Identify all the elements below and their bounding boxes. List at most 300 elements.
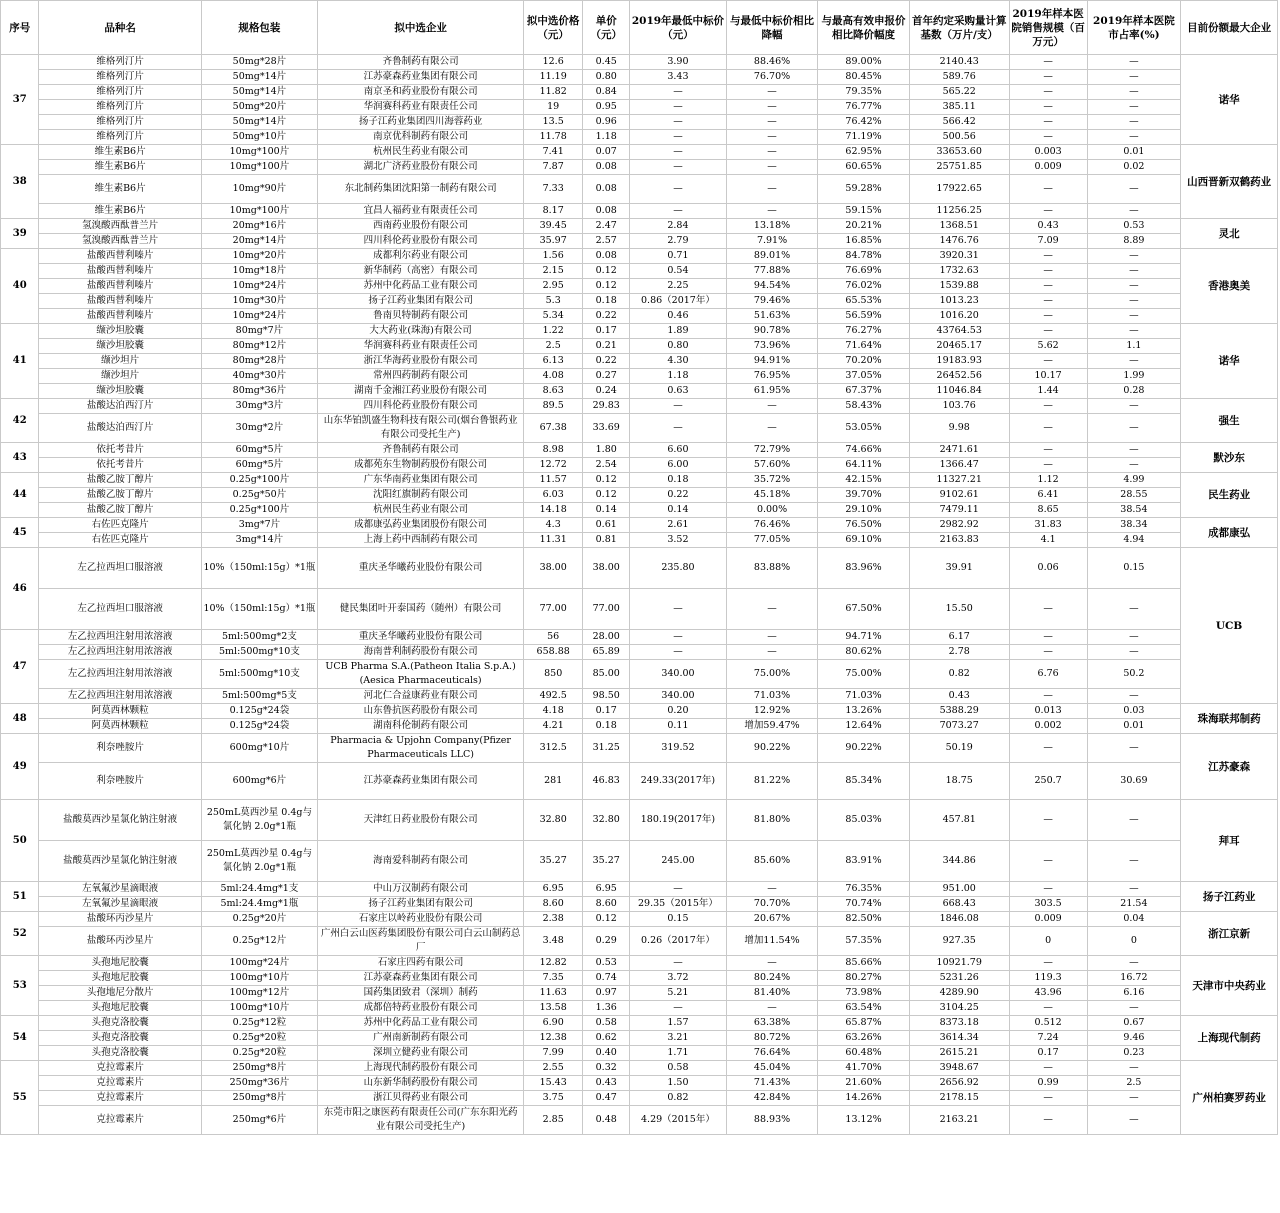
table-cell: — bbox=[630, 1001, 727, 1016]
table-row bbox=[1, 175, 1278, 204]
table-cell: 7479.11 bbox=[909, 503, 1009, 518]
table-cell: 17922.65 bbox=[909, 175, 1009, 204]
table-row bbox=[1, 354, 1278, 369]
table-row bbox=[1, 249, 1278, 264]
table-cell: 1.1 bbox=[1087, 339, 1181, 354]
table-cell: — bbox=[1087, 324, 1181, 339]
table-row bbox=[1, 294, 1278, 309]
table-cell: 四川科伦药业股份有限公司 bbox=[318, 234, 524, 249]
table-cell: 扬子江药业集团有限公司 bbox=[318, 897, 524, 912]
table-cell: 0.002 bbox=[1009, 719, 1087, 734]
table-cell: 80.62% bbox=[818, 645, 910, 660]
table-cell: 250.7 bbox=[1009, 763, 1087, 800]
table-cell: 9.98 bbox=[909, 414, 1009, 443]
table-cell: — bbox=[726, 414, 818, 443]
table-cell: 0.25g*20粒 bbox=[201, 1046, 317, 1061]
table-cell: — bbox=[1009, 309, 1087, 324]
table-cell: 45.04% bbox=[726, 1061, 818, 1076]
table-cell: 0.02 bbox=[1087, 160, 1181, 175]
table-cell: 385.11 bbox=[909, 100, 1009, 115]
leading-company: 天津市中央药业 bbox=[1181, 956, 1278, 1016]
table-cell: — bbox=[1009, 589, 1087, 630]
table-cell: — bbox=[1009, 115, 1087, 130]
table-cell: — bbox=[726, 204, 818, 219]
table-row bbox=[1, 518, 1278, 533]
table-cell: — bbox=[630, 130, 727, 145]
table-cell: 重庆圣华曦药业股份有限公司 bbox=[318, 630, 524, 645]
table-cell: 57.60% bbox=[726, 458, 818, 473]
table-cell: 3.90 bbox=[630, 55, 727, 70]
leading-company: 默沙东 bbox=[1181, 443, 1278, 473]
table-cell: — bbox=[726, 100, 818, 115]
table-cell: 492.5 bbox=[524, 689, 583, 704]
table-cell: 广州南新制药有限公司 bbox=[318, 1031, 524, 1046]
table-cell: 77.00 bbox=[583, 589, 630, 630]
table-cell: — bbox=[1009, 841, 1087, 882]
table-cell: — bbox=[1009, 882, 1087, 897]
table-cell: 39.45 bbox=[524, 219, 583, 234]
table-cell: — bbox=[1087, 443, 1181, 458]
table-cell: 0.82 bbox=[909, 660, 1009, 689]
table-cell: 8.60 bbox=[583, 897, 630, 912]
table-cell: 668.43 bbox=[909, 897, 1009, 912]
table-cell: 76.70% bbox=[726, 70, 818, 85]
table-cell: 0.86（2017年） bbox=[630, 294, 727, 309]
table-cell: 7.41 bbox=[524, 145, 583, 160]
table-cell: 天津红日药业股份有限公司 bbox=[318, 800, 524, 841]
table-cell: 维格列汀片 bbox=[39, 55, 201, 70]
table-cell: 8.89 bbox=[1087, 234, 1181, 249]
table-cell: 4.08 bbox=[524, 369, 583, 384]
table-cell: 新华制药（高密）有限公司 bbox=[318, 264, 524, 279]
leading-company: 扬子江药业 bbox=[1181, 882, 1278, 912]
table-cell: 扬子江药业集团四川海蓉药业 bbox=[318, 115, 524, 130]
table-cell: — bbox=[1009, 689, 1087, 704]
table-cell: — bbox=[1087, 175, 1181, 204]
table-row bbox=[1, 324, 1278, 339]
table-cell: 41.70% bbox=[818, 1061, 910, 1076]
table-cell: 5.62 bbox=[1009, 339, 1087, 354]
table-cell: 13.12% bbox=[818, 1106, 910, 1135]
table-row bbox=[1, 384, 1278, 399]
table-cell: 64.11% bbox=[818, 458, 910, 473]
leading-company: 浙江京新 bbox=[1181, 912, 1278, 956]
table-cell: 81.80% bbox=[726, 800, 818, 841]
table-cell: — bbox=[1087, 264, 1181, 279]
table-cell: 成都利尔药业有限公司 bbox=[318, 249, 524, 264]
table-cell: 2140.43 bbox=[909, 55, 1009, 70]
table-cell: 0.08 bbox=[583, 175, 630, 204]
table-cell: 13.26% bbox=[818, 704, 910, 719]
table-cell: — bbox=[1009, 100, 1087, 115]
table-cell: 29.35（2015年） bbox=[630, 897, 727, 912]
header-cell: 拟中选企业 bbox=[318, 1, 524, 55]
table-cell: 苏州中化药品工业有限公司 bbox=[318, 279, 524, 294]
table-cell: 0.125g*24袋 bbox=[201, 719, 317, 734]
table-cell: 344.86 bbox=[909, 841, 1009, 882]
table-cell: 盐酸达泊西汀片 bbox=[39, 414, 201, 443]
group-number: 41 bbox=[1, 324, 39, 399]
header-cell: 单价（元） bbox=[583, 1, 630, 55]
table-cell: 头孢克洛胶囊 bbox=[39, 1031, 201, 1046]
table-cell: — bbox=[1009, 414, 1087, 443]
table-row bbox=[1, 533, 1278, 548]
table-row bbox=[1, 630, 1278, 645]
table-cell: 3.21 bbox=[630, 1031, 727, 1046]
table-cell: 0.67 bbox=[1087, 1016, 1181, 1031]
table-cell: 15.43 bbox=[524, 1076, 583, 1091]
table-cell: 180.19(2017年) bbox=[630, 800, 727, 841]
table-cell: 5.34 bbox=[524, 309, 583, 324]
table-cell: 克拉霉素片 bbox=[39, 1061, 201, 1076]
table-cell: 51.63% bbox=[726, 309, 818, 324]
table-cell: — bbox=[1087, 1061, 1181, 1076]
leading-company: 拜耳 bbox=[1181, 800, 1278, 882]
table-cell: 35.27 bbox=[583, 841, 630, 882]
table-cell: 左乙拉西坦注射用浓溶液 bbox=[39, 630, 201, 645]
table-cell: — bbox=[630, 145, 727, 160]
table-cell: 59.15% bbox=[818, 204, 910, 219]
table-cell: 12.72 bbox=[524, 458, 583, 473]
table-cell: 59.28% bbox=[818, 175, 910, 204]
table-cell: 10mg*18片 bbox=[201, 264, 317, 279]
table-cell: 左乙拉西坦注射用浓溶液 bbox=[39, 645, 201, 660]
table-cell: 盐酸乙胺丁醇片 bbox=[39, 503, 201, 518]
table-cell: 26452.56 bbox=[909, 369, 1009, 384]
table-row bbox=[1, 100, 1278, 115]
leading-company: 成都康弘 bbox=[1181, 518, 1278, 548]
table-row bbox=[1, 645, 1278, 660]
table-row bbox=[1, 130, 1278, 145]
table-cell: 340.00 bbox=[630, 660, 727, 689]
table-cell: 1013.23 bbox=[909, 294, 1009, 309]
table-cell: 35.72% bbox=[726, 473, 818, 488]
table-row bbox=[1, 160, 1278, 175]
group-number: 43 bbox=[1, 443, 39, 473]
table-cell: 4.18 bbox=[524, 704, 583, 719]
table-cell: 0.013 bbox=[1009, 704, 1087, 719]
table-cell: 0.80 bbox=[583, 70, 630, 85]
table-row bbox=[1, 473, 1278, 488]
table-cell: 70.74% bbox=[818, 897, 910, 912]
table-cell: 80mg*12片 bbox=[201, 339, 317, 354]
table-cell: 90.22% bbox=[818, 734, 910, 763]
table-cell: 63.26% bbox=[818, 1031, 910, 1046]
table-cell: 0.82 bbox=[630, 1091, 727, 1106]
table-cell: 61.95% bbox=[726, 384, 818, 399]
table-cell: 71.03% bbox=[726, 689, 818, 704]
table-cell: 0.009 bbox=[1009, 160, 1087, 175]
table-cell: 成都苑东生物制药股份有限公司 bbox=[318, 458, 524, 473]
table-cell: 增加59.47% bbox=[726, 719, 818, 734]
table-cell: 20mg*14片 bbox=[201, 234, 317, 249]
table-cell: 35.27 bbox=[524, 841, 583, 882]
table-cell: 12.38 bbox=[524, 1031, 583, 1046]
table-cell: 右佐匹克隆片 bbox=[39, 518, 201, 533]
table-cell: 119.3 bbox=[1009, 971, 1087, 986]
table-cell: 东北制药集团沈阳第一制药有限公司 bbox=[318, 175, 524, 204]
table-cell: 30mg*3片 bbox=[201, 399, 317, 414]
table-cell: 9102.61 bbox=[909, 488, 1009, 503]
table-cell: 77.05% bbox=[726, 533, 818, 548]
table-cell: 维格列汀片 bbox=[39, 85, 201, 100]
table-cell: 深圳立健药业有限公司 bbox=[318, 1046, 524, 1061]
table-cell: — bbox=[1009, 70, 1087, 85]
table-cell: 0.58 bbox=[583, 1016, 630, 1031]
table-cell: 5ml:500mg*10支 bbox=[201, 660, 317, 689]
table-cell: 250mg*6片 bbox=[201, 1106, 317, 1135]
table-cell: 88.93% bbox=[726, 1106, 818, 1135]
table-cell: 0 bbox=[1087, 927, 1181, 956]
table-cell: — bbox=[1087, 630, 1181, 645]
table-cell: 江苏豪森药业集团有限公司 bbox=[318, 70, 524, 85]
table-cell: — bbox=[630, 115, 727, 130]
table-cell: 50.2 bbox=[1087, 660, 1181, 689]
table-cell: 0.07 bbox=[583, 145, 630, 160]
leading-company: 诺华 bbox=[1181, 324, 1278, 399]
table-cell: 依托考昔片 bbox=[39, 443, 201, 458]
table-row bbox=[1, 548, 1278, 589]
table-cell: 左乙拉西坦口服溶液 bbox=[39, 548, 201, 589]
table-cell: 7.33 bbox=[524, 175, 583, 204]
table-cell: 76.77% bbox=[818, 100, 910, 115]
table-cell: 2.25 bbox=[630, 279, 727, 294]
table-cell: 75.00% bbox=[818, 660, 910, 689]
table-cell: 3.52 bbox=[630, 533, 727, 548]
table-cell: 62.95% bbox=[818, 145, 910, 160]
table-cell: 71.03% bbox=[818, 689, 910, 704]
table-cell: — bbox=[1009, 458, 1087, 473]
table-cell: 100mg*10片 bbox=[201, 1001, 317, 1016]
table-cell: 2.5 bbox=[1087, 1076, 1181, 1091]
table-cell: 31.25 bbox=[583, 734, 630, 763]
table-cell: 头孢地尼胶囊 bbox=[39, 1001, 201, 1016]
table-row bbox=[1, 443, 1278, 458]
table-cell: 76.35% bbox=[818, 882, 910, 897]
table-cell: 0.46 bbox=[630, 309, 727, 324]
table-cell: 0.25g*20粒 bbox=[201, 1031, 317, 1046]
table-cell: 头孢克洛胶囊 bbox=[39, 1016, 201, 1031]
table-cell: 5ml:24.4mg*1支 bbox=[201, 882, 317, 897]
table-cell: 左乙拉西坦注射用浓溶液 bbox=[39, 660, 201, 689]
table-cell: 0.24 bbox=[583, 384, 630, 399]
table-cell: 1846.08 bbox=[909, 912, 1009, 927]
table-cell: 中山万汉制药有限公司 bbox=[318, 882, 524, 897]
table-row bbox=[1, 1001, 1278, 1016]
table-cell: 0.99 bbox=[1009, 1076, 1087, 1091]
table-cell: — bbox=[630, 956, 727, 971]
table-cell: 阿莫西林颗粒 bbox=[39, 704, 201, 719]
table-cell: 319.52 bbox=[630, 734, 727, 763]
table-cell: 65.53% bbox=[818, 294, 910, 309]
table-cell: — bbox=[1087, 55, 1181, 70]
leading-company: 山西晋新双鹤药业 bbox=[1181, 145, 1278, 219]
table-cell: — bbox=[1009, 279, 1087, 294]
table-row bbox=[1, 219, 1278, 234]
table-cell: 50mg*14片 bbox=[201, 70, 317, 85]
table-cell: 2.78 bbox=[909, 645, 1009, 660]
table-cell: 2.61 bbox=[630, 518, 727, 533]
table-cell: 1.18 bbox=[583, 130, 630, 145]
table-cell: 850 bbox=[524, 660, 583, 689]
table-cell: 90.22% bbox=[726, 734, 818, 763]
table-cell: 0.06 bbox=[1009, 548, 1087, 589]
table-row bbox=[1, 841, 1278, 882]
table-cell: 5388.29 bbox=[909, 704, 1009, 719]
table-cell: 85.66% bbox=[818, 956, 910, 971]
table-cell: 广州白云山医药集团股份有限公司白云山制药总厂 bbox=[318, 927, 524, 956]
table-cell: 阿莫西林颗粒 bbox=[39, 719, 201, 734]
table-cell: 13.18% bbox=[726, 219, 818, 234]
table-cell: 42.84% bbox=[726, 1091, 818, 1106]
table-cell: 10%（150ml:15g）*1瓶 bbox=[201, 589, 317, 630]
table-cell: — bbox=[1009, 443, 1087, 458]
table-cell: 盐酸西替利嗪片 bbox=[39, 264, 201, 279]
table-cell: 5231.26 bbox=[909, 971, 1009, 986]
table-cell: — bbox=[630, 100, 727, 115]
table-cell: 0.18 bbox=[583, 719, 630, 734]
table-cell: 5ml:500mg*5支 bbox=[201, 689, 317, 704]
table-cell: 50.19 bbox=[909, 734, 1009, 763]
table-cell: 6.90 bbox=[524, 1016, 583, 1031]
table-cell: 38.34 bbox=[1087, 518, 1181, 533]
table-cell: 上海现代制药股份有限公司 bbox=[318, 1061, 524, 1076]
table-cell: 山东华铂凯盛生物科技有限公司(烟台鲁银药业有限公司受托生产) bbox=[318, 414, 524, 443]
table-cell: 华润赛科药业有限责任公司 bbox=[318, 339, 524, 354]
table-cell: 10mg*30片 bbox=[201, 294, 317, 309]
table-cell: 1.22 bbox=[524, 324, 583, 339]
table-cell: 951.00 bbox=[909, 882, 1009, 897]
table-cell: 94.54% bbox=[726, 279, 818, 294]
table-cell: 0.84 bbox=[583, 85, 630, 100]
table-cell: 0.15 bbox=[630, 912, 727, 927]
table-cell: 12.82 bbox=[524, 956, 583, 971]
table-cell: 33653.60 bbox=[909, 145, 1009, 160]
table-row bbox=[1, 1076, 1278, 1091]
table-cell: 1.18 bbox=[630, 369, 727, 384]
table-row bbox=[1, 399, 1278, 414]
table-cell: — bbox=[726, 630, 818, 645]
table-cell: — bbox=[1087, 458, 1181, 473]
group-number: 45 bbox=[1, 518, 39, 548]
table-cell: 77.88% bbox=[726, 264, 818, 279]
table-cell: 2615.21 bbox=[909, 1046, 1009, 1061]
table-cell: 76.42% bbox=[818, 115, 910, 130]
table-cell: 0.45 bbox=[583, 55, 630, 70]
table-row bbox=[1, 689, 1278, 704]
table-row bbox=[1, 488, 1278, 503]
table-cell: 50mg*20片 bbox=[201, 100, 317, 115]
table-cell: — bbox=[1009, 630, 1087, 645]
table-cell: 2.47 bbox=[583, 219, 630, 234]
table-cell: 6.00 bbox=[630, 458, 727, 473]
table-row bbox=[1, 971, 1278, 986]
table-cell: 67.50% bbox=[818, 589, 910, 630]
table-cell: — bbox=[1009, 249, 1087, 264]
table-cell: 浙江贝得药业有限公司 bbox=[318, 1091, 524, 1106]
group-number: 44 bbox=[1, 473, 39, 518]
table-cell: — bbox=[1087, 414, 1181, 443]
table-cell: — bbox=[1009, 734, 1087, 763]
table-cell: 29.83 bbox=[583, 399, 630, 414]
table-cell: 盐酸西替利嗪片 bbox=[39, 309, 201, 324]
table-cell: 1.44 bbox=[1009, 384, 1087, 399]
table-row bbox=[1, 369, 1278, 384]
table-cell: 5ml:500mg*10支 bbox=[201, 645, 317, 660]
table-cell: 盐酸乙胺丁醇片 bbox=[39, 473, 201, 488]
table-cell: 0.003 bbox=[1009, 145, 1087, 160]
table-cell: 281 bbox=[524, 763, 583, 800]
table-cell: 7.24 bbox=[1009, 1031, 1087, 1046]
table-cell: 6.60 bbox=[630, 443, 727, 458]
table-cell: 0.01 bbox=[1087, 719, 1181, 734]
table-cell: — bbox=[1009, 55, 1087, 70]
table-cell: 9.46 bbox=[1087, 1031, 1181, 1046]
table-cell: 19183.93 bbox=[909, 354, 1009, 369]
table-cell: 氢溴酸西酞普兰片 bbox=[39, 234, 201, 249]
table-cell: 0.80 bbox=[630, 339, 727, 354]
table-cell: 1.57 bbox=[630, 1016, 727, 1031]
table-row bbox=[1, 1061, 1278, 1076]
table-cell: — bbox=[726, 160, 818, 175]
table-cell: 37.05% bbox=[818, 369, 910, 384]
table-cell: 0.25g*50片 bbox=[201, 488, 317, 503]
leading-company: 上海现代制药 bbox=[1181, 1016, 1278, 1061]
table-cell: 江苏豪森药业集团有限公司 bbox=[318, 971, 524, 986]
table-cell: 4.94 bbox=[1087, 533, 1181, 548]
leading-company: 灵北 bbox=[1181, 219, 1278, 249]
table-row bbox=[1, 309, 1278, 324]
table-cell: 0.25g*100片 bbox=[201, 473, 317, 488]
table-cell: 250mg*8片 bbox=[201, 1091, 317, 1106]
table-cell: 0.27 bbox=[583, 369, 630, 384]
table-cell: 盐酸莫西沙星氯化钠注射液 bbox=[39, 841, 201, 882]
table-cell: 2163.21 bbox=[909, 1106, 1009, 1135]
table-row bbox=[1, 719, 1278, 734]
table-cell: 73.98% bbox=[818, 986, 910, 1001]
table-cell: 7.91% bbox=[726, 234, 818, 249]
table-cell: 83.88% bbox=[726, 548, 818, 589]
table-cell: 2.54 bbox=[583, 458, 630, 473]
table-cell: 4.1 bbox=[1009, 533, 1087, 548]
table-cell: — bbox=[1087, 589, 1181, 630]
table-cell: 6.16 bbox=[1087, 986, 1181, 1001]
table-cell: 0.22 bbox=[583, 354, 630, 369]
table-row bbox=[1, 115, 1278, 130]
table-cell: 35.97 bbox=[524, 234, 583, 249]
header-cell: 规格包装 bbox=[201, 1, 317, 55]
table-cell: 31.83 bbox=[1009, 518, 1087, 533]
table-cell: 60mg*5片 bbox=[201, 458, 317, 473]
table-row bbox=[1, 882, 1278, 897]
table-cell: 盐酸莫西沙星氯化钠注射液 bbox=[39, 800, 201, 841]
table-cell: 312.5 bbox=[524, 734, 583, 763]
table-cell: 14.26% bbox=[818, 1091, 910, 1106]
table-cell: 0.23 bbox=[1087, 1046, 1181, 1061]
table-cell: 0.29 bbox=[583, 927, 630, 956]
table-cell: — bbox=[726, 589, 818, 630]
table-cell: 头孢地尼胶囊 bbox=[39, 956, 201, 971]
table-cell: — bbox=[726, 145, 818, 160]
table-cell: 98.50 bbox=[583, 689, 630, 704]
table-cell: — bbox=[1009, 324, 1087, 339]
table-cell: 0.43 bbox=[909, 689, 1009, 704]
table-cell: — bbox=[1087, 115, 1181, 130]
table-cell: — bbox=[1009, 264, 1087, 279]
table-cell: 利奈唑胺片 bbox=[39, 763, 201, 800]
table-cell: 43.96 bbox=[1009, 986, 1087, 1001]
table-cell: 90.78% bbox=[726, 324, 818, 339]
